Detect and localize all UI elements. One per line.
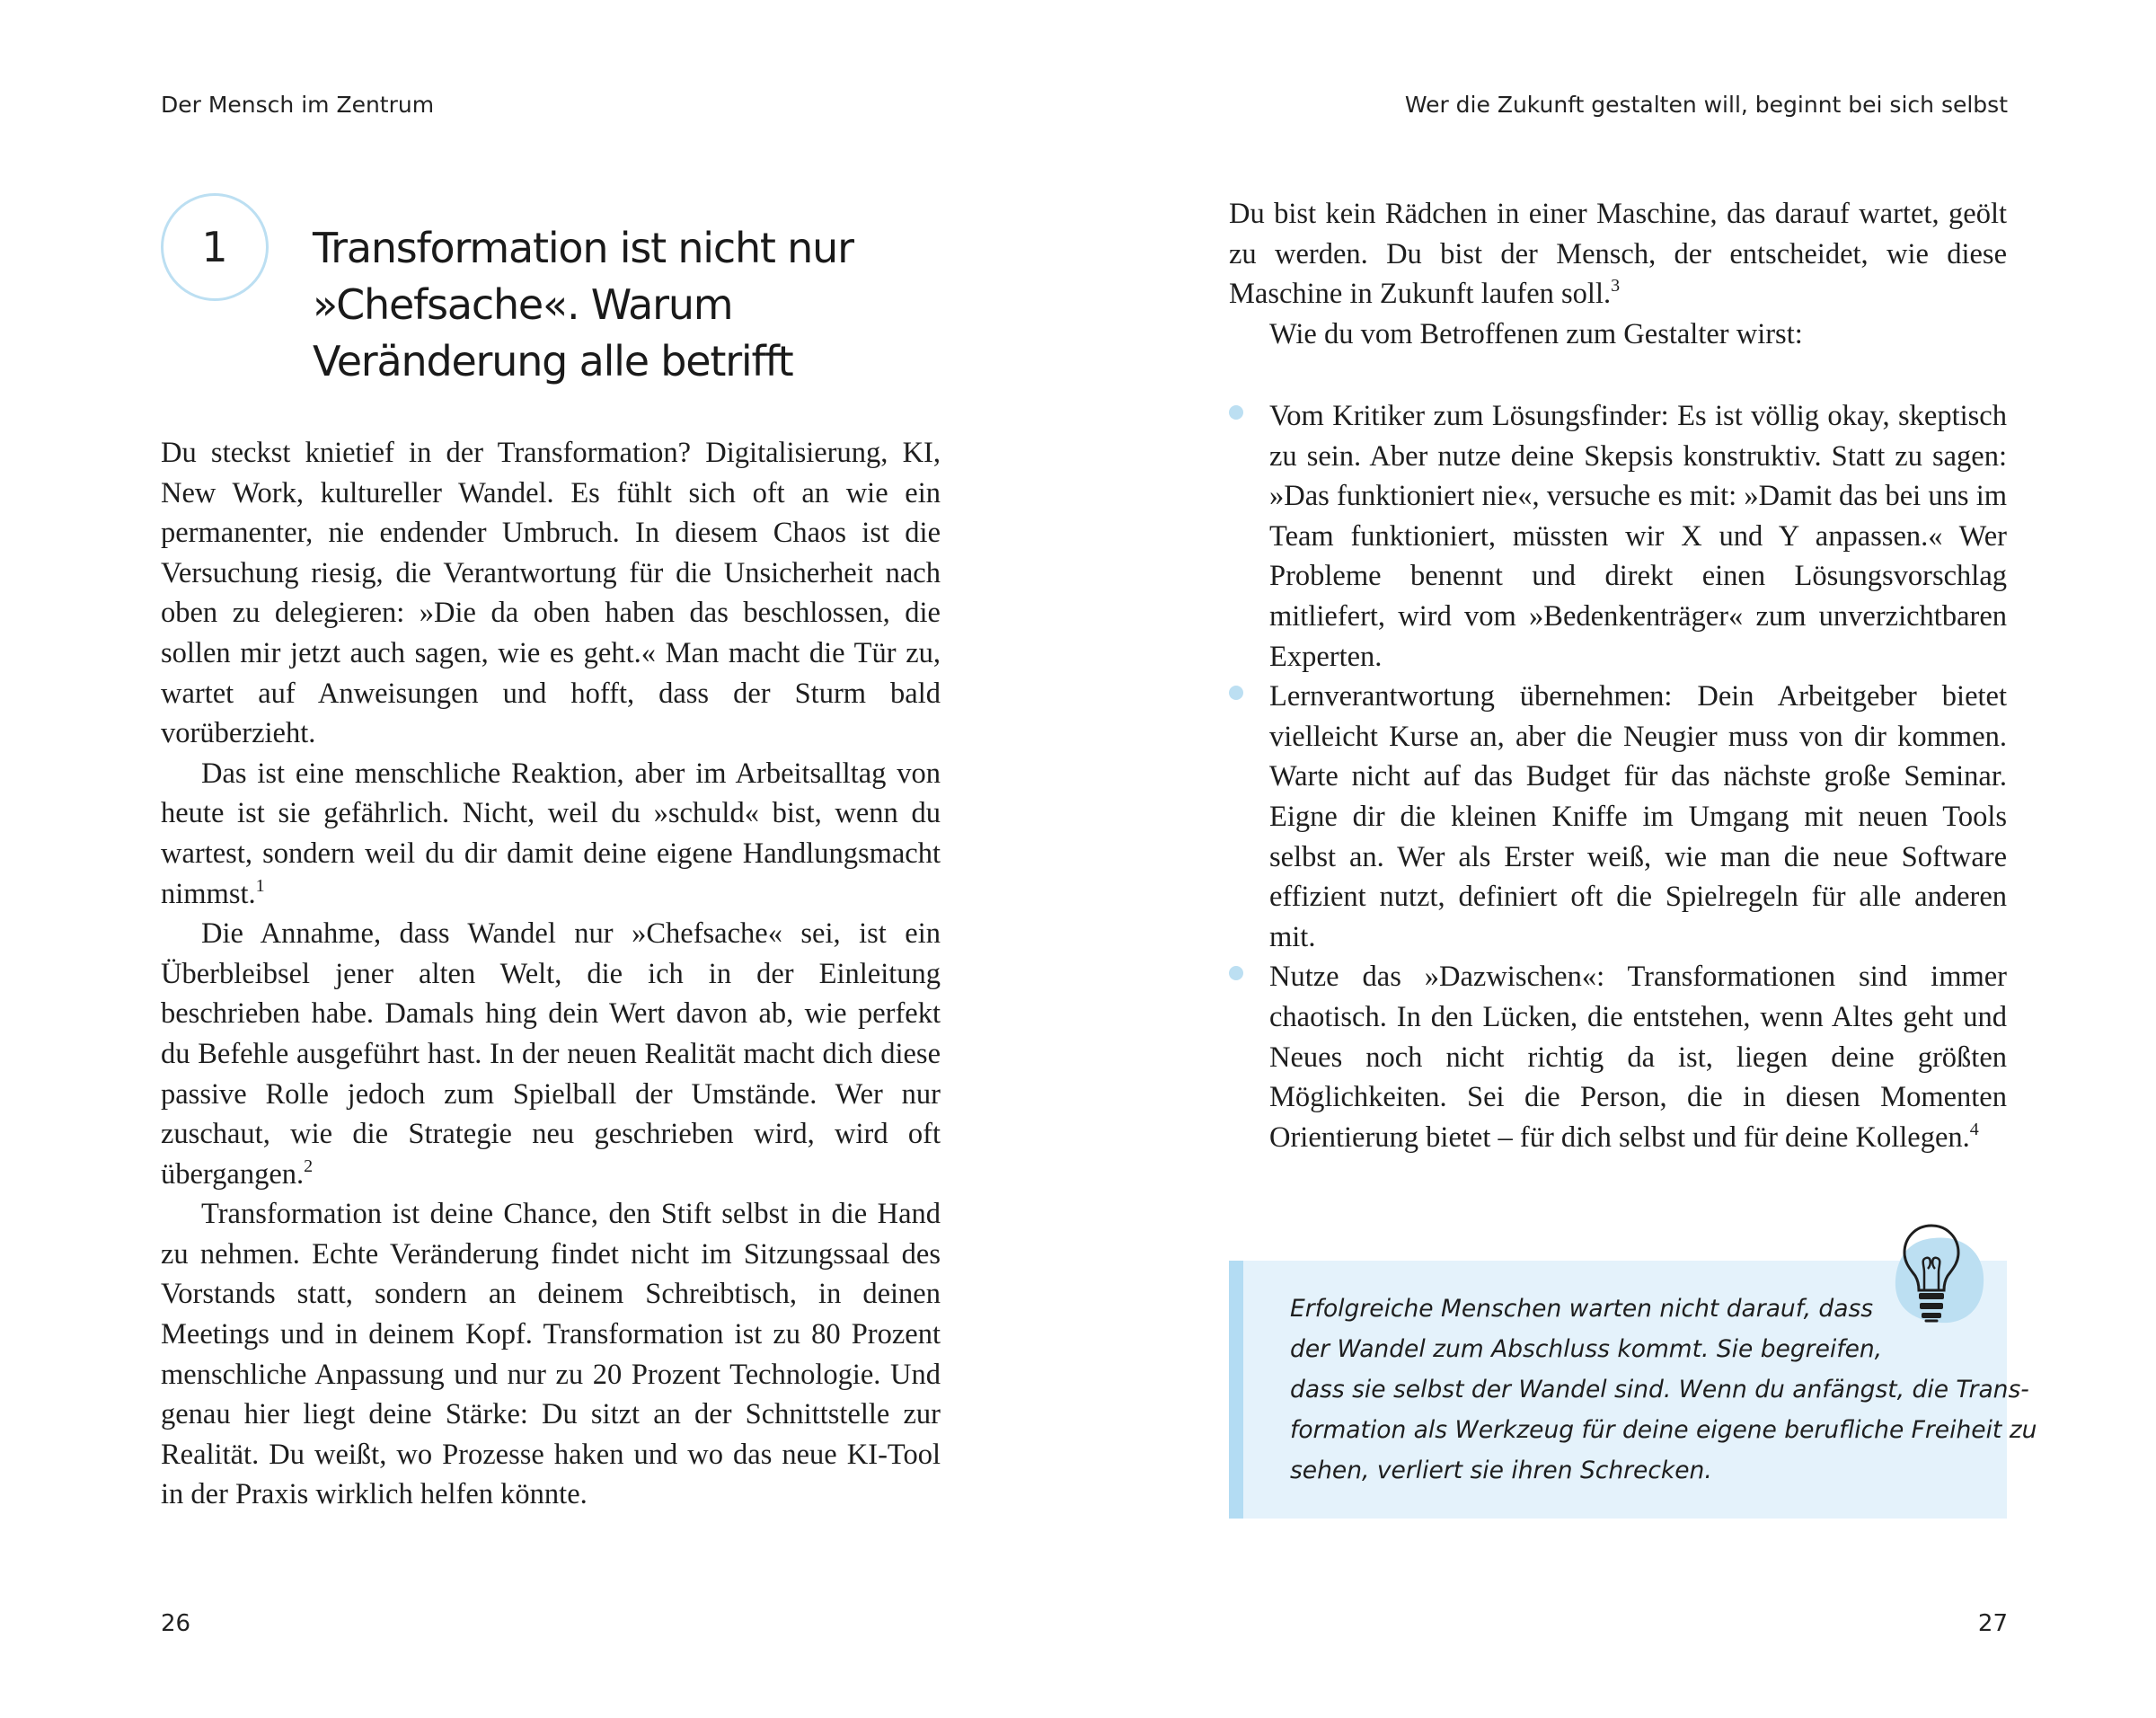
tip-line: sehen, verliert sie ihren Schrecken. — [1290, 1457, 1712, 1484]
paragraph: Du steckst knietief in der Transformation? Digitalisierung, KI, New Work, kultureller Wandel. Es fühlt sich oft an wie ein permanenter, nie endender Umbruch. In diesem Chaos ist die Versuchung riesig, die Verantwortung für die Unsicherheit nach oben zu delegieren: »Die da oben haben das beschlossen, die sollen mir jetzt auch sagen, wie es geht.« Man macht die Tür zu, wartet auf Anweisungen und hofft, dass der Sturm bald vorüberzieht. — [161, 437, 941, 750]
tip-line: Erfolgreiche Menschen warten nicht darauf, dass — [1290, 1295, 1874, 1323]
right-body-text — [1229, 194, 2007, 354]
list-lead-in: Wie du vom Betroffenen zum Gestalter wirst: — [1269, 317, 1803, 350]
running-head-right: Wer die Zukunft gestalten will, beginnt bei sich selbst — [1404, 92, 2008, 118]
chapter-title-line: Veränderung alle betrifft — [313, 337, 793, 385]
page-number-right: 27 — [1977, 1610, 2008, 1637]
tip-line: dass sie selbst der Wandel sind. Wenn du anfängst, die Trans- — [1290, 1376, 2029, 1404]
paragraph: Du bist kein Rädchen in einer Maschine, das darauf wartet, geölt zu werden. Du bist der Mensch, der entscheidet, wie diese Maschine in Zukunft laufen soll.$^3$ — [1229, 198, 2007, 311]
bullet-dot-icon — [1229, 686, 1243, 700]
footnote-ref: 4 — [1969, 1119, 1979, 1139]
chapter-title — [313, 220, 995, 390]
paragraph: Die Annahme, dass Wandel nur »Chefsache« sei, ist ein Überbleibsel jener alten Welt, die ich in der Einleitung beschrieben habe. Damals hing dein Wert davon ab, wie perfekt du Befehle ausgeführt hast. In der neuen Realität macht dich diese passive Rolle jedoch zum Spielball der Umstände. Wer nur zuschaut, wie die Strategie neu geschrieben wird, wird oft übergangen.$^2$ — [161, 917, 941, 1191]
list-item: Vom Kritiker zum Lösungsfinder: Es ist völlig okay, skeptisch zu sein. Aber nutze deine Skepsis konstruktiv. Statt zu sagen: »Das funktioniert nie«, versuche es mit: »Damit das bei uns im Team funktioniert, müssten wir X und Y anpassen.« Wer Probleme benennt und direkt einen Lösungsvorschlag mitliefert, wird vom »Bedenkenträger« zum unverzichtbaren Experten. — [1229, 396, 2007, 677]
chapter-title-line: »Chefsache«. Warum — [313, 280, 733, 329]
running-head-left: Der Mensch im Zentrum — [161, 92, 435, 118]
paragraph: Transformation ist deine Chance, den Stift selbst in die Hand zu nehmen. Echte Veränderung findet nicht im Sitzungssaal des Vorstands statt, sondern an deinem Schreibtisch, in deinen Meetings und in deinem Kopf. Transformation ist zu 80 Prozent menschliche Anpassung und nur zu 20 Prozent Technologie. Und genau hier liegt deine Stärke: Du sitzt an der Schnittstelle zur Realität. Du weißt, wo Prozesse haken und wo das neue KI-Tool in der Praxis wirklich helfen könnte. — [161, 1198, 941, 1511]
page-number-left: 26 — [161, 1610, 191, 1637]
bullet-list — [1229, 396, 2007, 1157]
footnote-ref: 1 — [255, 875, 265, 896]
right-page — [1078, 0, 2156, 1718]
left-body-text — [161, 433, 941, 1515]
footnote-ref: 2 — [304, 1156, 314, 1176]
tip-line: der Wandel zum Abschluss kommt. Sie begreifen, — [1290, 1335, 1883, 1363]
list-item: Nutze das »Dazwischen«: Transformationen sind immer chaotisch. In den Lücken, die entstehen, wenn Altes geht und Neues noch nicht richtig da ist, liegen deine größten Möglichkeiten. Sei die Person, die in diesen Momenten Orientierung bietet – für dich selbst und für deine Kollegen.$^4$ — [1229, 957, 2007, 1157]
bullet-dot-icon — [1229, 966, 1243, 980]
footnote-ref: 3 — [1611, 276, 1621, 297]
bullet-dot-icon — [1229, 405, 1243, 420]
paragraph: Das ist eine menschliche Reaktion, aber im Arbeitsalltag von heute ist sie gefährlich. Nicht, weil du »schuld« bist, wenn du wartest, sondern weil du dir damit deine eigene Handlungsmacht nimmst.$^1$ — [161, 757, 941, 910]
lightbulb-icon — [1869, 1218, 1994, 1353]
chapter-title-line: Transformation ist nicht nur — [313, 224, 853, 272]
chapter-number: 1 — [201, 223, 228, 271]
list-item: Lernverantwortung übernehmen: Dein Arbeitgeber bietet vielleicht Kurse an, aber die Neugier muss von dir kommen. Warte nicht auf das Budget für das nächste große Seminar. Eigne dir die kleinen Kniffe im Umgang mit neuen Tools selbst an. Wer als Erster weiß, wie man die neue Software effizient nutzt, definiert oft die Spielregeln für alle anderen mit. — [1229, 677, 2007, 957]
tip-line: formation als Werkzeug für deine eigene berufliche Freiheit zu — [1290, 1416, 2037, 1444]
chapter-number-circle — [161, 193, 269, 301]
